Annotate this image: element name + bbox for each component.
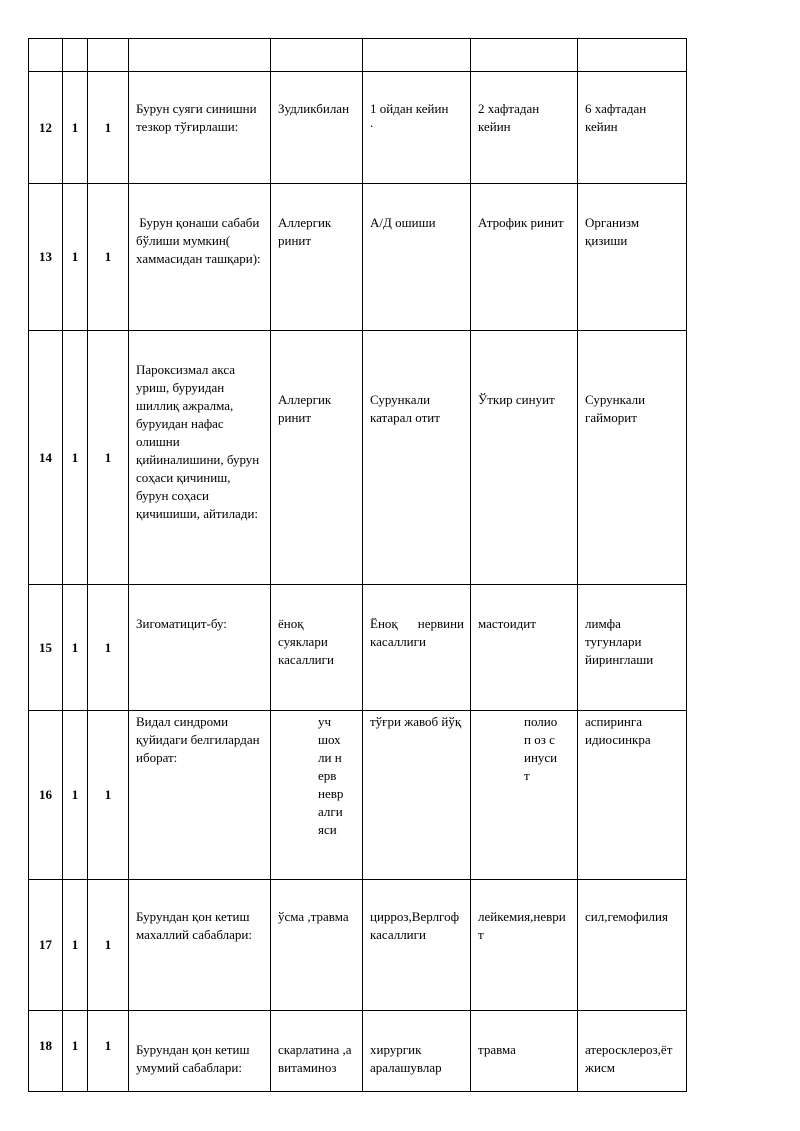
stray-mark: . [370,115,374,130]
table-row [29,331,687,585]
option-a: Зудликбилан [271,72,363,184]
question-text: Бурундан қон кетиш махаллий сабаблари: [129,880,271,1011]
score-a: 1 [63,184,88,331]
question-text: Зигоматицит-бу: [129,585,271,711]
score-b: 1 [88,585,129,711]
score-b: 1 [88,72,129,184]
score-b: 1 [88,184,129,331]
table-row [29,711,687,880]
table-row [29,1011,687,1092]
question-number: 17 [29,880,63,1011]
option-d: сил,гемофилия [578,880,687,1011]
score-b: 1 [88,711,129,880]
header-cell [271,39,363,72]
table-row [29,880,687,1011]
question-number: 12 [29,72,63,184]
option-b: А/Д ошиши [363,184,471,331]
option-a: ёноқ суяклари касаллиги [271,585,363,711]
option-c: травма [471,1011,578,1092]
option-d: аспиринга идиосинкра [578,711,687,880]
option-a: Аллергик ринит [271,331,363,585]
question-number: 16 [29,711,63,880]
header-cell [471,39,578,72]
option-a: уч шох ли нерв невр алги яси [318,714,344,837]
question-number: 18 [29,1011,63,1092]
option-a-cell [271,711,363,880]
option-d: Организм қизиши [578,184,687,331]
option-c: 2 хафтадан кейин [471,72,578,184]
question-number: 14 [29,331,63,585]
header-cell [578,39,687,72]
question-number: 13 [29,184,63,331]
option-b-cell [363,72,471,184]
question-text: Бурун қонаши сабаби бўлиши мумкин( хаммасидан ташқари): [129,184,271,331]
option-b: цирроз,Верлгоф касаллиги [363,880,471,1011]
table-row [29,72,687,184]
question-number: 15 [29,585,63,711]
header-cell [88,39,129,72]
score-b: 1 [88,1011,129,1092]
header-cell [63,39,88,72]
table-header-row [29,39,687,72]
option-c: Ўткир синуит [471,331,578,585]
option-a: скарлатина ,а витаминоз [271,1011,363,1092]
question-text: Бурун суяги синишни тезкор тўғирлаши: [129,72,271,184]
score-a: 1 [63,331,88,585]
table-row [29,184,687,331]
score-a: 1 [63,72,88,184]
option-c: мастоидит [471,585,578,711]
question-text: Бурундан қон кетиш умумий сабаблари: [129,1011,271,1092]
option-b: хирургик аралашувлар [363,1011,471,1092]
option-a: ўсма ,травма [271,880,363,1011]
option-b: тўғри жавоб йўқ [363,711,471,880]
question-text: Видал синдроми қуйидаги белгилардан иборат: [129,711,271,880]
option-b: 1 ойдан кейин [370,101,449,116]
option-c: лейкемия,неврит [471,880,578,1011]
option-d: Сурункали гайморит [578,331,687,585]
option-a: Аллергик ринит [271,184,363,331]
score-a: 1 [63,585,88,711]
score-b: 1 [88,331,129,585]
question-text: Пароксизмал акса уриш, буруидан шиллиқ ажралма, буруидан нафас олишни қийиналишини, бурун соҳаси қичиниш, бурун соҳаси қичишиши, айтилади: [129,331,271,585]
option-c-cell [471,711,578,880]
option-b: Сурункали катарал отит [363,331,471,585]
option-c: Атрофик ринит [471,184,578,331]
score-a: 1 [63,711,88,880]
score-a: 1 [63,1011,88,1092]
option-d: атеросклероз,ёт жисм [578,1011,687,1092]
question-table [28,38,687,1092]
header-cell [363,39,471,72]
score-a: 1 [63,880,88,1011]
header-cell [129,39,271,72]
table-row [29,585,687,711]
option-d: лимфа тугунлари йиринглаши [578,585,687,711]
option-c: полиоп оз синуси т [524,714,558,783]
score-b: 1 [88,880,129,1011]
option-d: 6 хафтадан кейин [578,72,687,184]
option-b: Ёноқ нервини касаллиги [363,585,471,711]
header-cell [29,39,63,72]
